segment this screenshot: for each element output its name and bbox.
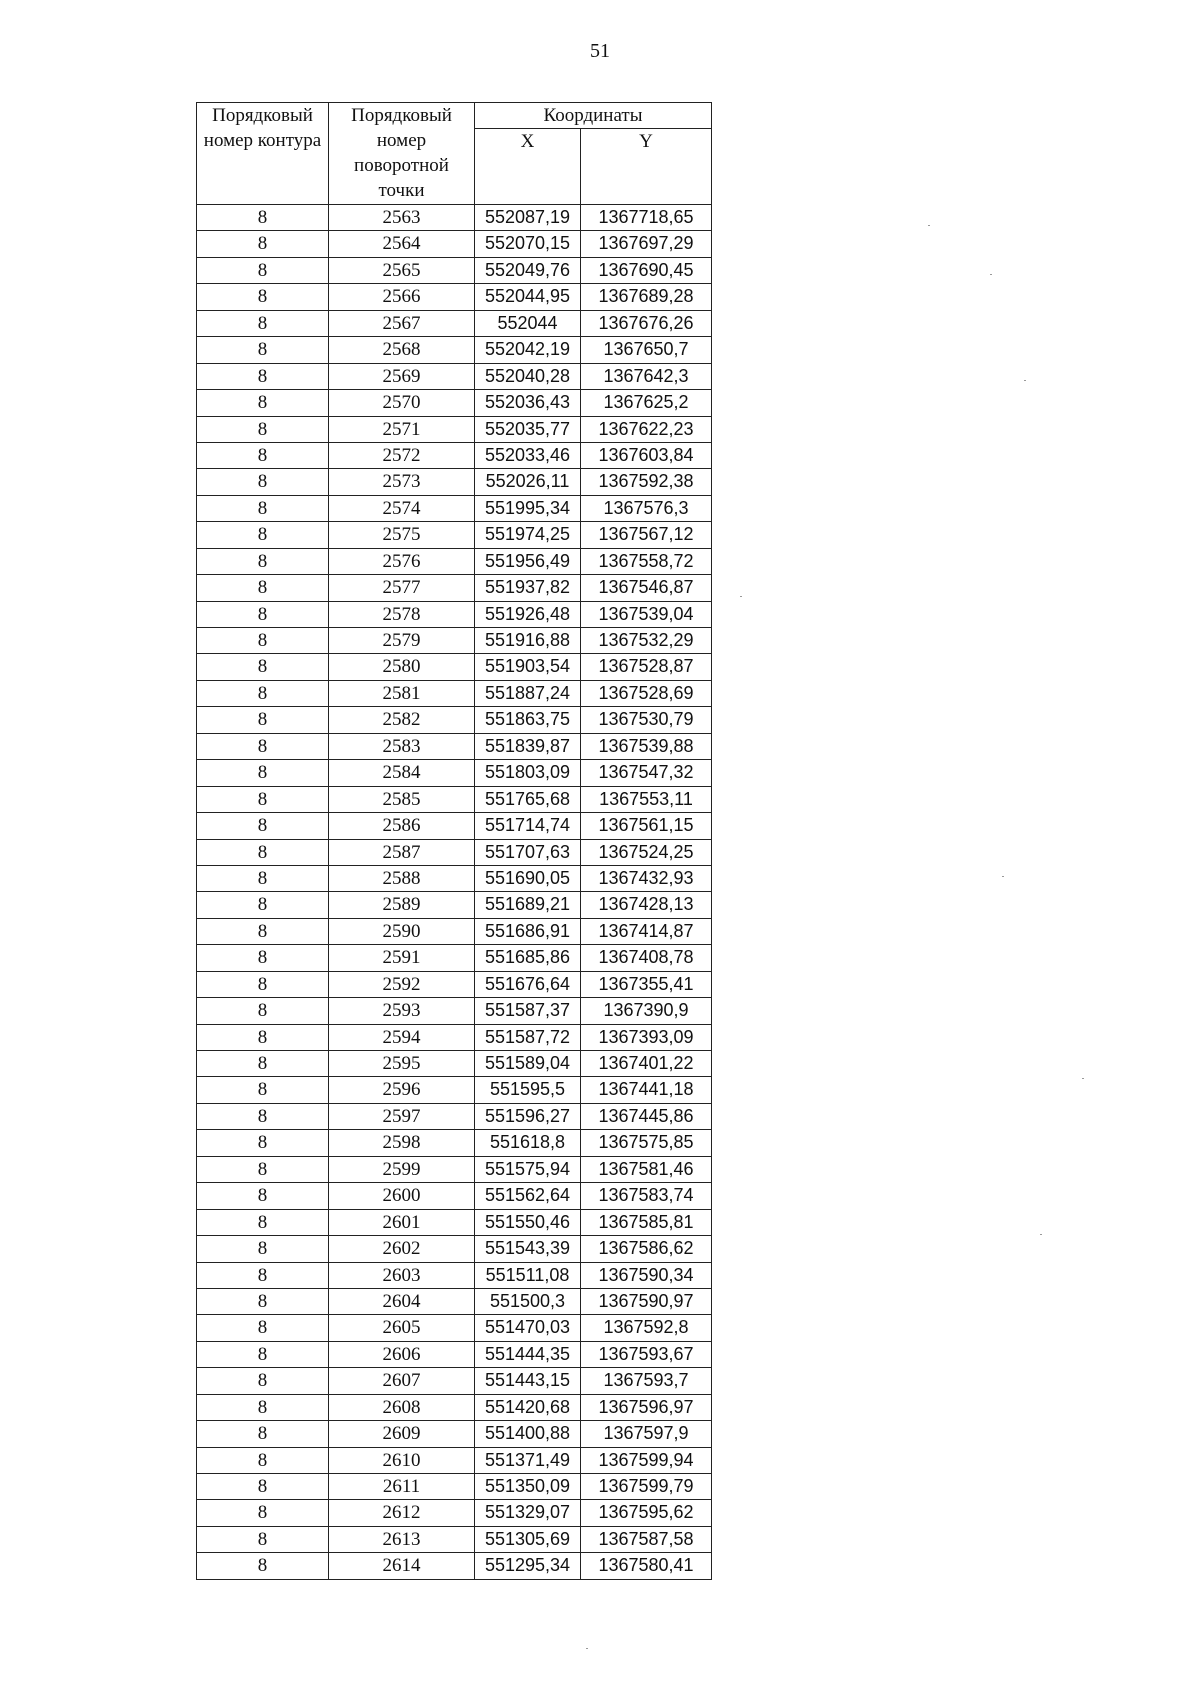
cell-contour-number: 8 bbox=[197, 1051, 329, 1077]
cell-y: 1367592,8 bbox=[581, 1315, 712, 1341]
cell-x: 552042,19 bbox=[475, 337, 581, 363]
cell-point-number: 2568 bbox=[329, 337, 475, 363]
table-row bbox=[197, 1183, 712, 1209]
cell-contour-number: 8 bbox=[197, 628, 329, 654]
cell-x: 551765,68 bbox=[475, 786, 581, 812]
cell-contour-number: 8 bbox=[197, 945, 329, 971]
cell-point-number: 2580 bbox=[329, 654, 475, 680]
cell-contour-number: 8 bbox=[197, 1341, 329, 1367]
table-row bbox=[197, 998, 712, 1024]
cell-x: 552044 bbox=[475, 310, 581, 336]
table-row bbox=[197, 548, 712, 574]
cell-y: 1367603,84 bbox=[581, 442, 712, 468]
cell-y: 1367697,29 bbox=[581, 231, 712, 257]
cell-point-number: 2586 bbox=[329, 813, 475, 839]
cell-x: 551444,35 bbox=[475, 1341, 581, 1367]
table-row bbox=[197, 1526, 712, 1552]
cell-y: 1367575,85 bbox=[581, 1130, 712, 1156]
table-header bbox=[197, 103, 712, 205]
cell-x: 551470,03 bbox=[475, 1315, 581, 1341]
cell-point-number: 2574 bbox=[329, 495, 475, 521]
cell-point-number: 2564 bbox=[329, 231, 475, 257]
scan-speck bbox=[1002, 876, 1004, 877]
cell-contour-number: 8 bbox=[197, 1474, 329, 1500]
cell-contour-number: 8 bbox=[197, 786, 329, 812]
cell-contour-number: 8 bbox=[197, 575, 329, 601]
cell-point-number: 2597 bbox=[329, 1103, 475, 1129]
cell-x: 551562,64 bbox=[475, 1183, 581, 1209]
cell-x: 551295,34 bbox=[475, 1553, 581, 1579]
table-row bbox=[197, 945, 712, 971]
cell-y: 1367576,3 bbox=[581, 495, 712, 521]
cell-y: 1367585,81 bbox=[581, 1209, 712, 1235]
table-row bbox=[197, 205, 712, 231]
cell-y: 1367689,28 bbox=[581, 284, 712, 310]
table-row bbox=[197, 1077, 712, 1103]
cell-x: 551926,48 bbox=[475, 601, 581, 627]
cell-point-number: 2572 bbox=[329, 442, 475, 468]
cell-y: 1367528,87 bbox=[581, 654, 712, 680]
cell-point-number: 2613 bbox=[329, 1526, 475, 1552]
cell-contour-number: 8 bbox=[197, 416, 329, 442]
cell-point-number: 2565 bbox=[329, 257, 475, 283]
cell-contour-number: 8 bbox=[197, 205, 329, 231]
header-point-number bbox=[329, 103, 475, 205]
cell-y: 1367524,25 bbox=[581, 839, 712, 865]
cell-x: 551685,86 bbox=[475, 945, 581, 971]
cell-x: 551420,68 bbox=[475, 1394, 581, 1420]
cell-contour-number: 8 bbox=[197, 654, 329, 680]
cell-point-number: 2603 bbox=[329, 1262, 475, 1288]
table-row bbox=[197, 363, 712, 389]
cell-x: 551329,07 bbox=[475, 1500, 581, 1526]
cell-y: 1367622,23 bbox=[581, 416, 712, 442]
table-row bbox=[197, 1156, 712, 1182]
table-row bbox=[197, 680, 712, 706]
cell-x: 551714,74 bbox=[475, 813, 581, 839]
cell-y: 1367593,67 bbox=[581, 1341, 712, 1367]
cell-contour-number: 8 bbox=[197, 1368, 329, 1394]
table-row bbox=[197, 628, 712, 654]
header-contour-number: Порядковый номер контура bbox=[197, 103, 329, 205]
table-row bbox=[197, 601, 712, 627]
cell-point-number: 2594 bbox=[329, 1024, 475, 1050]
cell-contour-number: 8 bbox=[197, 1262, 329, 1288]
cell-contour-number: 8 bbox=[197, 601, 329, 627]
cell-point-number: 2577 bbox=[329, 575, 475, 601]
cell-point-number: 2571 bbox=[329, 416, 475, 442]
table-row bbox=[197, 892, 712, 918]
table-row bbox=[197, 1103, 712, 1129]
cell-contour-number: 8 bbox=[197, 971, 329, 997]
cell-contour-number: 8 bbox=[197, 1447, 329, 1473]
cell-point-number: 2601 bbox=[329, 1209, 475, 1235]
cell-point-number: 2604 bbox=[329, 1288, 475, 1314]
table-row bbox=[197, 813, 712, 839]
cell-y: 1367393,09 bbox=[581, 1024, 712, 1050]
cell-x: 551589,04 bbox=[475, 1051, 581, 1077]
cell-y: 1367432,93 bbox=[581, 865, 712, 891]
table-row bbox=[197, 654, 712, 680]
cell-x: 551707,63 bbox=[475, 839, 581, 865]
cell-x: 551511,08 bbox=[475, 1262, 581, 1288]
cell-point-number: 2575 bbox=[329, 522, 475, 548]
cell-x: 551350,09 bbox=[475, 1474, 581, 1500]
cell-point-number: 2583 bbox=[329, 733, 475, 759]
cell-contour-number: 8 bbox=[197, 1024, 329, 1050]
cell-y: 1367567,12 bbox=[581, 522, 712, 548]
cell-point-number: 2584 bbox=[329, 760, 475, 786]
cell-x: 552036,43 bbox=[475, 390, 581, 416]
cell-y: 1367408,78 bbox=[581, 945, 712, 971]
cell-x: 552033,46 bbox=[475, 442, 581, 468]
table-row bbox=[197, 1024, 712, 1050]
cell-contour-number: 8 bbox=[197, 892, 329, 918]
cell-point-number: 2585 bbox=[329, 786, 475, 812]
cell-y: 1367390,9 bbox=[581, 998, 712, 1024]
cell-x: 551596,27 bbox=[475, 1103, 581, 1129]
cell-y: 1367546,87 bbox=[581, 575, 712, 601]
cell-point-number: 2593 bbox=[329, 998, 475, 1024]
cell-point-number: 2591 bbox=[329, 945, 475, 971]
table-row bbox=[197, 310, 712, 336]
cell-x: 551937,82 bbox=[475, 575, 581, 601]
cell-point-number: 2581 bbox=[329, 680, 475, 706]
table-row bbox=[197, 575, 712, 601]
cell-contour-number: 8 bbox=[197, 918, 329, 944]
cell-y: 1367690,45 bbox=[581, 257, 712, 283]
cell-contour-number: 8 bbox=[197, 813, 329, 839]
table-row bbox=[197, 416, 712, 442]
cell-y: 1367642,3 bbox=[581, 363, 712, 389]
table-row bbox=[197, 918, 712, 944]
cell-x: 552087,19 bbox=[475, 205, 581, 231]
scan-speck bbox=[990, 274, 992, 275]
cell-y: 1367539,04 bbox=[581, 601, 712, 627]
cell-y: 1367528,69 bbox=[581, 680, 712, 706]
table-row bbox=[197, 1315, 712, 1341]
cell-contour-number: 8 bbox=[197, 337, 329, 363]
cell-x: 551587,72 bbox=[475, 1024, 581, 1050]
cell-y: 1367441,18 bbox=[581, 1077, 712, 1103]
table-row bbox=[197, 971, 712, 997]
cell-x: 552040,28 bbox=[475, 363, 581, 389]
cell-point-number: 2578 bbox=[329, 601, 475, 627]
cell-contour-number: 8 bbox=[197, 442, 329, 468]
cell-point-number: 2606 bbox=[329, 1341, 475, 1367]
cell-point-number: 2592 bbox=[329, 971, 475, 997]
cell-y: 1367539,88 bbox=[581, 733, 712, 759]
cell-y: 1367428,13 bbox=[581, 892, 712, 918]
cell-contour-number: 8 bbox=[197, 1394, 329, 1420]
cell-x: 551887,24 bbox=[475, 680, 581, 706]
table-row bbox=[197, 1262, 712, 1288]
table-row bbox=[197, 1421, 712, 1447]
cell-contour-number: 8 bbox=[197, 1500, 329, 1526]
table-row bbox=[197, 495, 712, 521]
cell-y: 1367532,29 bbox=[581, 628, 712, 654]
cell-contour-number: 8 bbox=[197, 1103, 329, 1129]
cell-y: 1367625,2 bbox=[581, 390, 712, 416]
cell-y: 1367599,79 bbox=[581, 1474, 712, 1500]
cell-point-number: 2602 bbox=[329, 1236, 475, 1262]
cell-contour-number: 8 bbox=[197, 1156, 329, 1182]
cell-y: 1367530,79 bbox=[581, 707, 712, 733]
cell-x: 551676,64 bbox=[475, 971, 581, 997]
table-row bbox=[197, 1447, 712, 1473]
cell-x: 551543,39 bbox=[475, 1236, 581, 1262]
cell-contour-number: 8 bbox=[197, 231, 329, 257]
table-row bbox=[197, 442, 712, 468]
cell-point-number: 2599 bbox=[329, 1156, 475, 1182]
cell-x: 551618,8 bbox=[475, 1130, 581, 1156]
cell-point-number: 2607 bbox=[329, 1368, 475, 1394]
cell-x: 552070,15 bbox=[475, 231, 581, 257]
cell-x: 551863,75 bbox=[475, 707, 581, 733]
cell-x: 552049,76 bbox=[475, 257, 581, 283]
cell-contour-number: 8 bbox=[197, 495, 329, 521]
cell-contour-number: 8 bbox=[197, 1526, 329, 1552]
table-body bbox=[197, 205, 712, 1580]
cell-point-number: 2609 bbox=[329, 1421, 475, 1447]
cell-y: 1367597,9 bbox=[581, 1421, 712, 1447]
cell-y: 1367414,87 bbox=[581, 918, 712, 944]
cell-point-number: 2595 bbox=[329, 1051, 475, 1077]
cell-contour-number: 8 bbox=[197, 1077, 329, 1103]
scan-speck bbox=[1082, 1078, 1084, 1079]
cell-x: 551690,05 bbox=[475, 865, 581, 891]
cell-y: 1367599,94 bbox=[581, 1447, 712, 1473]
cell-y: 1367553,11 bbox=[581, 786, 712, 812]
cell-point-number: 2589 bbox=[329, 892, 475, 918]
table-row bbox=[197, 865, 712, 891]
cell-point-number: 2614 bbox=[329, 1553, 475, 1579]
cell-contour-number: 8 bbox=[197, 707, 329, 733]
cell-point-number: 2570 bbox=[329, 390, 475, 416]
cell-x: 551550,46 bbox=[475, 1209, 581, 1235]
cell-x: 551575,94 bbox=[475, 1156, 581, 1182]
cell-contour-number: 8 bbox=[197, 1130, 329, 1156]
cell-point-number: 2587 bbox=[329, 839, 475, 865]
cell-x: 551400,88 bbox=[475, 1421, 581, 1447]
scan-speck bbox=[586, 1648, 588, 1649]
cell-y: 1367596,97 bbox=[581, 1394, 712, 1420]
cell-point-number: 2598 bbox=[329, 1130, 475, 1156]
cell-y: 1367592,38 bbox=[581, 469, 712, 495]
table-row bbox=[197, 231, 712, 257]
cell-x: 551956,49 bbox=[475, 548, 581, 574]
cell-contour-number: 8 bbox=[197, 839, 329, 865]
table-row bbox=[197, 839, 712, 865]
cell-y: 1367586,62 bbox=[581, 1236, 712, 1262]
cell-point-number: 2563 bbox=[329, 205, 475, 231]
cell-point-number: 2612 bbox=[329, 1500, 475, 1526]
cell-contour-number: 8 bbox=[197, 257, 329, 283]
cell-y: 1367650,7 bbox=[581, 337, 712, 363]
cell-x: 552026,11 bbox=[475, 469, 581, 495]
table-row bbox=[197, 1394, 712, 1420]
cell-contour-number: 8 bbox=[197, 1315, 329, 1341]
table-row bbox=[197, 522, 712, 548]
table-row bbox=[197, 707, 712, 733]
header-coordinates: Координаты bbox=[475, 103, 712, 129]
table-row bbox=[197, 469, 712, 495]
cell-point-number: 2600 bbox=[329, 1183, 475, 1209]
cell-contour-number: 8 bbox=[197, 1288, 329, 1314]
cell-contour-number: 8 bbox=[197, 1421, 329, 1447]
cell-point-number: 2567 bbox=[329, 310, 475, 336]
table-row bbox=[197, 1236, 712, 1262]
cell-point-number: 2569 bbox=[329, 363, 475, 389]
table-row bbox=[197, 284, 712, 310]
cell-point-number: 2611 bbox=[329, 1474, 475, 1500]
header-y: Y bbox=[581, 129, 712, 205]
cell-contour-number: 8 bbox=[197, 522, 329, 548]
cell-point-number: 2582 bbox=[329, 707, 475, 733]
cell-y: 1367590,34 bbox=[581, 1262, 712, 1288]
table-row bbox=[197, 1051, 712, 1077]
page-number: 51 bbox=[590, 40, 610, 62]
cell-contour-number: 8 bbox=[197, 998, 329, 1024]
table-row bbox=[197, 1553, 712, 1579]
table-row bbox=[197, 1474, 712, 1500]
cell-x: 551903,54 bbox=[475, 654, 581, 680]
scan-speck bbox=[1040, 1234, 1042, 1235]
table-row bbox=[197, 337, 712, 363]
cell-contour-number: 8 bbox=[197, 363, 329, 389]
table-row bbox=[197, 257, 712, 283]
cell-point-number: 2579 bbox=[329, 628, 475, 654]
table-row bbox=[197, 733, 712, 759]
cell-contour-number: 8 bbox=[197, 1553, 329, 1579]
cell-y: 1367547,32 bbox=[581, 760, 712, 786]
cell-contour-number: 8 bbox=[197, 469, 329, 495]
cell-contour-number: 8 bbox=[197, 680, 329, 706]
cell-y: 1367583,74 bbox=[581, 1183, 712, 1209]
cell-y: 1367595,62 bbox=[581, 1500, 712, 1526]
cell-x: 551587,37 bbox=[475, 998, 581, 1024]
table-row bbox=[197, 1209, 712, 1235]
cell-x: 551305,69 bbox=[475, 1526, 581, 1552]
cell-point-number: 2590 bbox=[329, 918, 475, 944]
cell-contour-number: 8 bbox=[197, 760, 329, 786]
cell-point-number: 2566 bbox=[329, 284, 475, 310]
cell-x: 552035,77 bbox=[475, 416, 581, 442]
cell-y: 1367718,65 bbox=[581, 205, 712, 231]
cell-y: 1367401,22 bbox=[581, 1051, 712, 1077]
coordinates-table bbox=[196, 102, 712, 1580]
cell-y: 1367590,97 bbox=[581, 1288, 712, 1314]
cell-y: 1367580,41 bbox=[581, 1553, 712, 1579]
cell-x: 551443,15 bbox=[475, 1368, 581, 1394]
cell-contour-number: 8 bbox=[197, 548, 329, 574]
cell-y: 1367676,26 bbox=[581, 310, 712, 336]
cell-contour-number: 8 bbox=[197, 1236, 329, 1262]
cell-point-number: 2576 bbox=[329, 548, 475, 574]
header-point-number-label: Порядковый номер поворотной точки bbox=[351, 105, 452, 201]
table-row bbox=[197, 1500, 712, 1526]
cell-contour-number: 8 bbox=[197, 310, 329, 336]
cell-contour-number: 8 bbox=[197, 733, 329, 759]
cell-contour-number: 8 bbox=[197, 1183, 329, 1209]
cell-contour-number: 8 bbox=[197, 865, 329, 891]
cell-y: 1367355,41 bbox=[581, 971, 712, 997]
cell-point-number: 2608 bbox=[329, 1394, 475, 1420]
table-row bbox=[197, 1368, 712, 1394]
cell-point-number: 2588 bbox=[329, 865, 475, 891]
cell-y: 1367561,15 bbox=[581, 813, 712, 839]
cell-contour-number: 8 bbox=[197, 390, 329, 416]
cell-y: 1367587,58 bbox=[581, 1526, 712, 1552]
table-row bbox=[197, 1288, 712, 1314]
cell-x: 551689,21 bbox=[475, 892, 581, 918]
header-x: X bbox=[475, 129, 581, 205]
cell-y: 1367558,72 bbox=[581, 548, 712, 574]
scan-speck bbox=[740, 596, 742, 597]
cell-x: 551371,49 bbox=[475, 1447, 581, 1473]
cell-x: 551595,5 bbox=[475, 1077, 581, 1103]
cell-point-number: 2610 bbox=[329, 1447, 475, 1473]
cell-x: 551803,09 bbox=[475, 760, 581, 786]
cell-x: 552044,95 bbox=[475, 284, 581, 310]
table-row bbox=[197, 786, 712, 812]
cell-point-number: 2573 bbox=[329, 469, 475, 495]
cell-y: 1367445,86 bbox=[581, 1103, 712, 1129]
cell-x: 551839,87 bbox=[475, 733, 581, 759]
scan-speck bbox=[928, 225, 930, 226]
cell-point-number: 2605 bbox=[329, 1315, 475, 1341]
cell-x: 551916,88 bbox=[475, 628, 581, 654]
cell-x: 551974,25 bbox=[475, 522, 581, 548]
cell-contour-number: 8 bbox=[197, 284, 329, 310]
cell-x: 551686,91 bbox=[475, 918, 581, 944]
scan-speck bbox=[1024, 380, 1026, 381]
cell-contour-number: 8 bbox=[197, 1209, 329, 1235]
table-row bbox=[197, 390, 712, 416]
table-row bbox=[197, 1130, 712, 1156]
table-row bbox=[197, 1341, 712, 1367]
cell-x: 551995,34 bbox=[475, 495, 581, 521]
table-row bbox=[197, 760, 712, 786]
cell-y: 1367593,7 bbox=[581, 1368, 712, 1394]
cell-y: 1367581,46 bbox=[581, 1156, 712, 1182]
cell-x: 551500,3 bbox=[475, 1288, 581, 1314]
cell-point-number: 2596 bbox=[329, 1077, 475, 1103]
